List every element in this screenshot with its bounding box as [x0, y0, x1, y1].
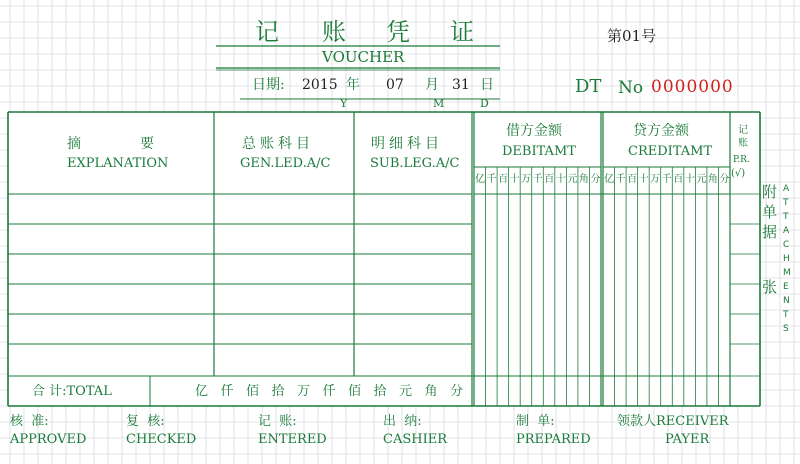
total-unit: 亿 [195, 384, 209, 399]
date-year-value: 2015 [302, 77, 338, 93]
total-unit: 佰 [348, 384, 362, 399]
credit-unit: 十 [684, 174, 695, 185]
attachment-letter: M [783, 268, 791, 278]
debit-unit: 百 [498, 174, 509, 185]
credit-unit: 十 [638, 174, 649, 185]
total-unit: 分 [450, 384, 464, 399]
attachment-letter: C [783, 240, 790, 250]
date-m-marker: M [433, 97, 445, 110]
total-unit: 元 [399, 384, 413, 399]
debit-unit: 千 [532, 174, 543, 185]
debit-unit: 亿 [475, 174, 485, 185]
attachment-cn-last: 张 [762, 278, 778, 296]
date-day-unit: 日 [480, 77, 494, 93]
total-unit: 角 [424, 384, 438, 399]
credit-unit: 亿 [604, 174, 614, 185]
total-unit: 拾 [271, 384, 285, 399]
signature-label-cn: 复 核: [126, 414, 165, 429]
attachment-cn-2: 单 [762, 203, 778, 221]
date-d-marker: D [480, 97, 489, 110]
debit-cn: 借方金额 [506, 123, 562, 139]
credit-unit: 百 [673, 174, 684, 185]
attachment-letter: N [783, 296, 790, 306]
attachment-letter: A [783, 184, 790, 194]
signature-label-cn: 记 账: [258, 414, 297, 429]
total-label: 合 计:TOTAL [32, 384, 112, 399]
credit-unit: 百 [627, 174, 638, 185]
explanation-cn-1: 摘 [67, 136, 81, 152]
no-label: No [618, 78, 644, 98]
posted-pr: P.R. [733, 155, 750, 165]
title-char-3: 凭 [386, 18, 410, 46]
signature-label-cn: 核 准: [10, 414, 49, 429]
debit-unit: 角 [578, 174, 589, 185]
signature-label-en: PREPARED [516, 432, 591, 447]
total-unit: 佰 [246, 384, 260, 399]
voucher-number-label: 第01号 [607, 27, 657, 45]
credit-unit: 千 [615, 174, 626, 185]
date-year-unit: 年 [346, 77, 360, 93]
sub-ledger-en: SUB.LEG.A/C [370, 156, 460, 171]
title-char-4: 证 [450, 18, 474, 46]
credit-cn: 贷方金额 [633, 123, 689, 139]
credit-unit: 元 [696, 174, 707, 185]
total-unit: 仟 [322, 384, 336, 399]
signature-label-cn: 制 单: [516, 414, 555, 429]
debit-unit: 万 [521, 174, 532, 185]
signature-label-en: PAYER [665, 432, 710, 447]
signature-label-cn: 领款人RECEIVER [617, 414, 729, 429]
attachment-letter: E [783, 282, 789, 292]
total-unit: 仟 [220, 384, 234, 399]
posted-cn-1: 记 [738, 125, 748, 136]
signature-label-en: APPROVED [10, 432, 87, 447]
debit-en: DEBITAMT [502, 144, 576, 159]
sub-ledger-cn: 明细科目 [371, 136, 443, 152]
attachment-letter: S [783, 324, 789, 334]
total-unit: 拾 [373, 384, 387, 399]
date-month-unit: 月 [425, 77, 439, 93]
explanation-cn-2: 要 [140, 136, 154, 152]
date-label: 日期: [252, 77, 285, 93]
voucher-number-value: 0000000 [651, 77, 734, 97]
title-char-1: 记 [255, 18, 279, 46]
attachment-letter: T [783, 212, 789, 222]
signature-label-en: ENTERED [258, 432, 327, 447]
attachment-letter: T [783, 310, 789, 320]
posted-cn-2: 账 [738, 138, 748, 149]
credit-unit: 角 [707, 174, 718, 185]
credit-unit: 千 [661, 174, 672, 185]
dt-label: DT [575, 76, 602, 97]
gen-ledger-cn: 总账科目 [242, 136, 314, 152]
total-unit: 万 [297, 384, 311, 399]
credit-en: CREDITAMT [628, 144, 713, 159]
debit-unit: 十 [555, 174, 566, 185]
attachment-cn-3: 据 [762, 223, 778, 241]
date-day-value: 31 [452, 77, 470, 93]
date-y-marker: Y [340, 97, 348, 110]
attachment-cn-1: 附 [762, 183, 778, 201]
posted-check: (√) [731, 168, 746, 179]
title-char-2: 账 [322, 18, 346, 46]
credit-unit: 万 [650, 174, 661, 185]
debit-unit: 百 [544, 174, 555, 185]
date-month-value: 07 [386, 77, 404, 93]
debit-unit: 千 [486, 174, 497, 185]
voucher-subtitle: VOUCHER [322, 48, 405, 66]
signature-label-en: CASHIER [383, 432, 447, 447]
attachment-letter: H [783, 254, 790, 264]
attachment-letter: A [783, 226, 790, 236]
signature-label-en: CHECKED [126, 432, 197, 447]
credit-unit: 分 [719, 174, 730, 185]
debit-unit: 元 [567, 174, 578, 185]
signature-label-cn: 出 纳: [383, 414, 422, 429]
attachment-letter: T [783, 198, 789, 208]
debit-unit: 十 [509, 174, 520, 185]
explanation-en: EXPLANATION [67, 156, 169, 171]
gen-ledger-en: GEN.LED.A/C [240, 156, 331, 171]
debit-unit: 分 [590, 174, 601, 185]
